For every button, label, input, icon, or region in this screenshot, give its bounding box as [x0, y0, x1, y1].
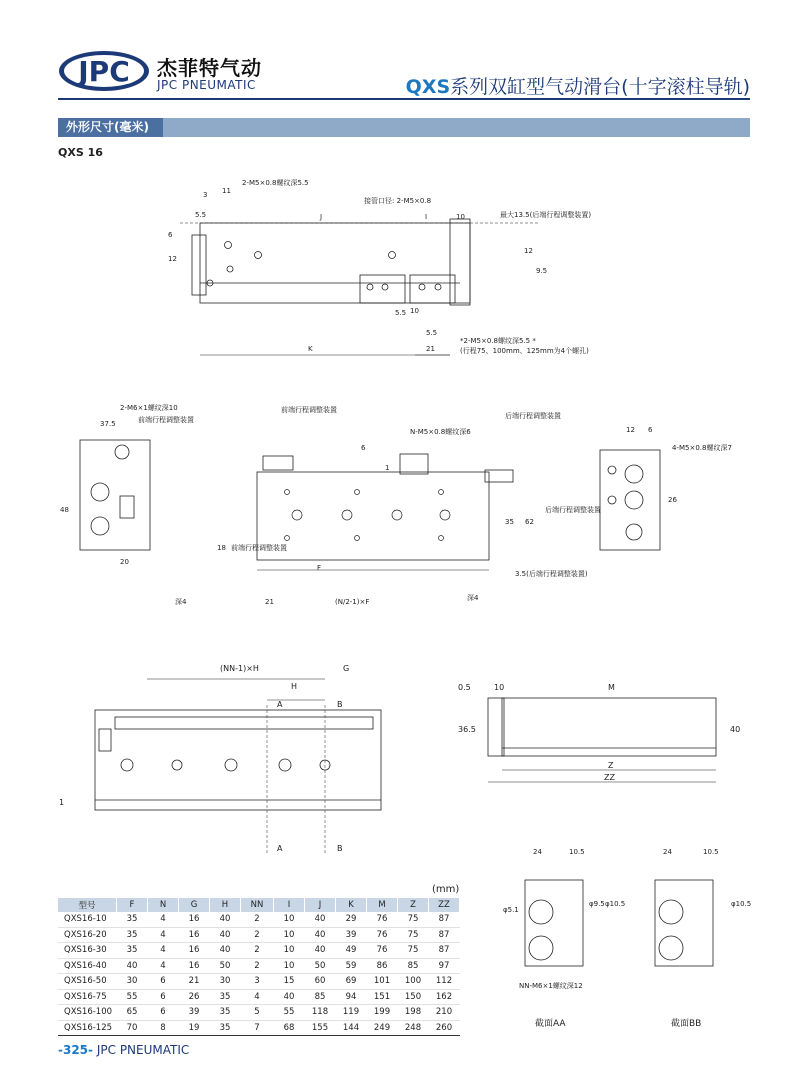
dim-label: 10.5 [569, 848, 585, 856]
table-cell: 16 [179, 958, 210, 974]
table-cell: 49 [336, 943, 367, 959]
table-cell: 162 [429, 989, 460, 1005]
table-cell: 6 [148, 1005, 179, 1021]
table-cell: 35 [117, 943, 148, 959]
table-cell: 8 [148, 1020, 179, 1036]
dim-label: 24 [663, 848, 672, 856]
dim-label: 10 [410, 307, 419, 315]
note-label: 2-M6×1螺纹深10 [120, 404, 178, 412]
note-label: 最大13.5(后端行程调整装置) [500, 211, 592, 219]
table-row [58, 943, 460, 959]
model-cell: QXS16-75 [58, 989, 117, 1005]
table-cell: 2 [241, 927, 274, 943]
table-cell: 144 [336, 1020, 367, 1036]
table-cell: 10 [274, 927, 305, 943]
table-cell: 10 [274, 943, 305, 959]
column-header: G [179, 898, 210, 912]
drawing-side-elevation [440, 670, 750, 790]
dim-label: 21 [265, 598, 274, 606]
dim-label: 0.5 [458, 683, 471, 692]
drawing-bottom-view [55, 655, 395, 865]
note-label: 4-M5×0.8螺纹深7 [672, 444, 732, 452]
dim-label: 6 [168, 231, 173, 239]
table-header-row [58, 898, 460, 912]
note-label: (行程75、100mm、125mm为4个螺孔) [460, 347, 589, 355]
model-label: QXS 16 [58, 146, 103, 159]
note-label: 深4 [467, 594, 479, 602]
table-cell: 4 [148, 912, 179, 927]
note-label: *2-M5×0.8螺纹深5.5 * [460, 337, 536, 345]
dim-label: 37.5 [100, 420, 116, 428]
note-label: 后端行程调整装置 [545, 506, 601, 514]
table-cell: 6 [148, 989, 179, 1005]
table-cell: 2 [241, 943, 274, 959]
page-number: -325- [58, 1043, 94, 1057]
dim-label: φ9.5 [589, 900, 605, 908]
dim-label: 21 [426, 345, 435, 353]
jpc-logo [58, 50, 150, 92]
table-cell: 75 [398, 943, 429, 959]
table-cell: 21 [179, 974, 210, 990]
model-cell: QXS16-125 [58, 1020, 117, 1036]
drawing-rear-end-view [590, 420, 750, 560]
table-body [58, 912, 460, 1036]
note-label: 后端行程调整装置 [505, 412, 561, 420]
brand-name-en: JPC PNEUMATIC [157, 78, 256, 92]
dim-label: 24 [533, 848, 542, 856]
table-cell: 112 [429, 974, 460, 990]
title-text: 系列双缸型气动滑台(十字滚柱导轨) [450, 76, 750, 98]
dim-label: H [291, 682, 298, 691]
table-cell: 35 [210, 1005, 241, 1021]
model-cell: QXS16-50 [58, 974, 117, 990]
table-cell: 29 [336, 912, 367, 927]
table-cell: 30 [210, 974, 241, 990]
drawing-top-view [175, 400, 601, 620]
table-cell: 40 [117, 958, 148, 974]
column-header: H [210, 898, 241, 912]
table-cell: 2 [241, 912, 274, 927]
spec-table [58, 898, 460, 1036]
table-cell: 50 [210, 958, 241, 974]
page-footer [58, 1043, 189, 1057]
table-cell: 40 [274, 989, 305, 1005]
dim-label: ZZ [604, 773, 615, 782]
table-cell: 10 [274, 958, 305, 974]
table-cell: 26 [179, 989, 210, 1005]
column-header: K [336, 898, 367, 912]
table-cell: 30 [117, 974, 148, 990]
dim-label: M [608, 683, 615, 692]
column-header: N [148, 898, 179, 912]
dim-label: 20 [120, 558, 129, 566]
dim-label: 12 [626, 426, 635, 434]
note-label: NN-M6×1螺纹深12 [519, 982, 583, 990]
table-cell: 198 [398, 1005, 429, 1021]
table-row [58, 989, 460, 1005]
table-row [58, 1005, 460, 1021]
footer-brand: JPC PNEUMATIC [96, 1043, 190, 1057]
dim-label: 10 [494, 683, 505, 692]
table-cell: 35 [117, 927, 148, 943]
dim-label: 10 [456, 213, 465, 221]
note-label: 前端行程调整装置 [138, 416, 194, 424]
table-cell: 155 [305, 1020, 336, 1036]
table-cell: 69 [336, 974, 367, 990]
dim-label: Z [608, 761, 614, 770]
table-cell: 40 [305, 943, 336, 959]
table-cell: 40 [210, 943, 241, 959]
dim-label: φ10.5 [731, 900, 752, 908]
table-row [58, 958, 460, 974]
table-cell: 199 [367, 1005, 398, 1021]
table-cell: 7 [241, 1020, 274, 1036]
table-cell: 151 [367, 989, 398, 1005]
table-cell: 87 [429, 943, 460, 959]
table-cell: 50 [305, 958, 336, 974]
dim-label: 12 [524, 247, 533, 255]
table-cell: 85 [398, 958, 429, 974]
table-cell: 76 [367, 927, 398, 943]
table-row [58, 1020, 460, 1036]
table-cell: 35 [117, 912, 148, 927]
table-cell: 16 [179, 912, 210, 927]
table-cell: 4 [148, 958, 179, 974]
table-cell: 10 [274, 912, 305, 927]
header-divider [58, 98, 750, 100]
dim-label: 6 [361, 444, 366, 452]
table-unit: (mm) [432, 884, 460, 895]
table-cell: 260 [429, 1020, 460, 1036]
section-marker: A [277, 700, 283, 709]
model-cell: QXS16-30 [58, 943, 117, 959]
table-cell: 94 [336, 989, 367, 1005]
table-cell: 87 [429, 927, 460, 943]
table-cell: 87 [429, 912, 460, 927]
section-title: 外形尺寸(毫米) [58, 118, 163, 137]
table-cell: 15 [274, 974, 305, 990]
model-cell: QXS16-40 [58, 958, 117, 974]
column-header: M [367, 898, 398, 912]
table-cell: 210 [429, 1005, 460, 1021]
table-cell: 3 [241, 974, 274, 990]
section-marker: B [337, 700, 343, 709]
column-header: 型号 [58, 898, 117, 912]
note-label: N-M5×0.8螺纹深6 [410, 428, 471, 436]
table-cell: 85 [305, 989, 336, 1005]
column-header: F [117, 898, 148, 912]
dim-label: 1 [385, 464, 390, 472]
table-cell: 5 [241, 1005, 274, 1021]
table-cell: 55 [274, 1005, 305, 1021]
table-cell: 40 [305, 912, 336, 927]
section-views [495, 840, 755, 1035]
note-label: 接管口径: 2-M5×0.8 [364, 197, 432, 205]
dim-label: 40 [730, 725, 741, 734]
dim-label: 48 [60, 506, 69, 514]
table-cell: 35 [210, 1020, 241, 1036]
table-cell: 39 [336, 927, 367, 943]
dim-label: G [343, 664, 350, 673]
note-label: 3.5(后端行程调整装置) [515, 570, 588, 578]
note-label: 前端行程调整装置 [281, 406, 337, 414]
dim-label: 36.5 [458, 725, 476, 734]
table-cell: 75 [398, 912, 429, 927]
section-marker: A [277, 844, 283, 853]
note-label: 深4 [175, 598, 187, 606]
brand-name-cn: 杰菲特气动 [157, 56, 262, 80]
drawing-front-end-view [60, 400, 210, 580]
table-cell: 4 [148, 943, 179, 959]
column-header: NN [241, 898, 274, 912]
dim-label: 26 [668, 496, 677, 504]
dim-label: 11 [222, 187, 231, 195]
table-row [58, 912, 460, 927]
dim-label: I [425, 213, 428, 221]
dim-label: (N/2-1)×F [335, 598, 370, 606]
table-cell: 248 [398, 1020, 429, 1036]
table-cell: 35 [210, 989, 241, 1005]
dim-label: 12 [168, 255, 177, 263]
column-header: I [274, 898, 305, 912]
table-cell: 4 [241, 989, 274, 1005]
model-cell: QXS16-100 [58, 1005, 117, 1021]
column-header: J [305, 898, 336, 912]
dim-label: F [317, 564, 322, 572]
dim-label: 1 [59, 798, 65, 807]
table-cell: 70 [117, 1020, 148, 1036]
table-cell: 86 [367, 958, 398, 974]
dim-label: 5.5 [395, 309, 407, 317]
column-header: ZZ [429, 898, 460, 912]
table-cell: 101 [367, 974, 398, 990]
table-cell: 75 [398, 927, 429, 943]
dim-label: K [308, 345, 313, 353]
logo-text: JPC [78, 55, 130, 88]
dim-label: 62 [525, 518, 534, 526]
table-cell: 40 [210, 927, 241, 943]
title-series: QXS [405, 76, 451, 98]
table-cell: 97 [429, 958, 460, 974]
table-cell: 16 [179, 943, 210, 959]
section-marker: B [337, 844, 343, 853]
note-label: 2-M5×0.8螺纹深5.5 [242, 179, 309, 187]
section-caption: 截面AA [535, 1019, 566, 1029]
page-title [406, 72, 750, 99]
table-cell: 119 [336, 1005, 367, 1021]
dim-label: 5.5 [195, 211, 207, 219]
table-cell: 39 [179, 1005, 210, 1021]
model-cell: QXS16-20 [58, 927, 117, 943]
table-cell: 60 [305, 974, 336, 990]
table-cell: 150 [398, 989, 429, 1005]
dim-label: 18 [217, 544, 226, 552]
dim-label: φ5.1 [503, 906, 519, 914]
table-cell: 76 [367, 943, 398, 959]
table-row [58, 974, 460, 990]
model-cell: QXS16-10 [58, 912, 117, 927]
dim-label: 10.5 [703, 848, 719, 856]
table-cell: 40 [305, 927, 336, 943]
table-cell: 249 [367, 1020, 398, 1036]
table-cell: 2 [241, 958, 274, 974]
table-cell: 4 [148, 927, 179, 943]
section-caption: 截面BB [671, 1019, 702, 1029]
dim-label: J [320, 213, 323, 221]
dim-label: 9.5 [536, 267, 548, 275]
table-cell: 16 [179, 927, 210, 943]
dim-label: 6 [648, 426, 653, 434]
table-cell: 76 [367, 912, 398, 927]
table-cell: 118 [305, 1005, 336, 1021]
drawing-side-view [160, 175, 592, 375]
table-cell: 68 [274, 1020, 305, 1036]
table-row [58, 927, 460, 943]
dim-label: 5.5 [426, 329, 438, 337]
table-cell: 40 [210, 912, 241, 927]
dim-label: 35 [505, 518, 514, 526]
table-cell: 19 [179, 1020, 210, 1036]
table-cell: 6 [148, 974, 179, 990]
dim-label: (NN-1)×H [220, 664, 259, 673]
table-cell: 100 [398, 974, 429, 990]
table-cell: 55 [117, 989, 148, 1005]
dim-label: φ10.5 [605, 900, 626, 908]
dim-label: 3 [203, 191, 208, 199]
column-header: Z [398, 898, 429, 912]
table-cell: 65 [117, 1005, 148, 1021]
note-label: 前端行程调整装置 [231, 544, 287, 552]
table-cell: 59 [336, 958, 367, 974]
